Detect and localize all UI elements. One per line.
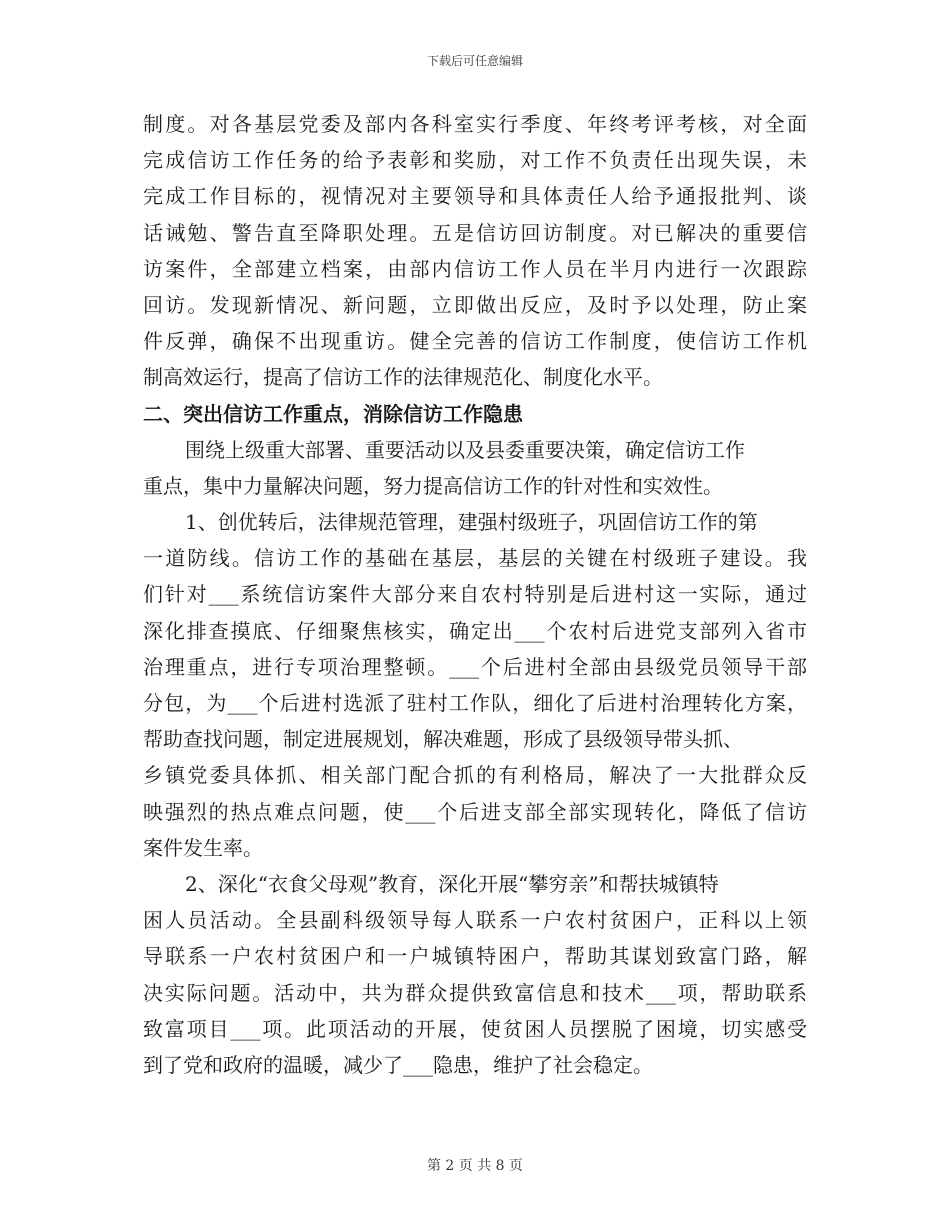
text-line: 治理重点，进行专项治理整顿。___个后进村全部由县级党员领导干部 bbox=[143, 654, 807, 679]
text-line: 困人员活动。全县副科级领导每人联系一户农村贫困户，正科以上领 bbox=[143, 908, 807, 933]
text-line: 致富项目___项。此项活动的开展，使贫困人员摆脱了困境，切实感受 bbox=[143, 1016, 807, 1041]
text-line: 完成工作目标的，视情况对主要领导和具体责任人给予通报批判、谈 bbox=[143, 184, 807, 209]
text-line: 话诫勉、警告直至降职处理。五是信访回访制度。对已解决的重要信 bbox=[143, 220, 807, 245]
text-line: 重点，集中力量解决问题，努力提高信访工作的针对性和实效性。 bbox=[143, 473, 723, 498]
page-number-footer: 第 2 页 共 8 页 bbox=[426, 1158, 524, 1174]
text-line: 制度。对各基层党委及部内各科室实行季度、年终考评考核，对全面 bbox=[143, 112, 807, 136]
text-line: 深化排查摸底、仔细聚焦核实，确定出___个农村后进党支部列入省市 bbox=[143, 618, 807, 643]
text-line: 决实际问题。活动中，共为群众提供致富信息和技术___项，帮助联系 bbox=[143, 980, 807, 1005]
text-line: 1、创优转后，法律规范管理，建强村级班子，巩固信访工作的第 bbox=[185, 510, 758, 535]
text-line: 访案件，全部建立档案，由部内信访工作人员在半月内进行一次跟踪 bbox=[143, 256, 807, 281]
text-line: 2、深化“衣食父母观”教育，深化开展“攀穷亲”和帮扶城镇特 bbox=[185, 871, 719, 896]
text-line: 分包，为___个后进村选派了驻村工作队，细化了后进村治理转化方案， bbox=[143, 691, 807, 715]
text-line: 们针对___系统信访案件大部分来自农村特别是后进村这一实际，通过 bbox=[143, 582, 807, 607]
text-line: 完成信访工作任务的给予表彰和奖励，对工作不负责任出现失误，未 bbox=[143, 148, 807, 173]
text-line: 围绕上级重大部署、重要活动以及县委重要决策，确定信访工作 bbox=[185, 437, 745, 462]
section-heading: 二、突出信访工作重点，消除信访工作隐患 bbox=[143, 401, 523, 426]
text-line: 到了党和政府的温暖，减少了___隐患，维护了社会稳定。 bbox=[143, 1052, 653, 1077]
text-line: 导联系一户农村贫困户和一户城镇特困户，帮助其谋划致富门路，解 bbox=[143, 944, 807, 969]
page-header-note: 下载后可任意编辑 bbox=[426, 54, 523, 68]
text-line: 映强烈的热点难点问题，使___个后进支部全部实现转化，降低了信访 bbox=[143, 799, 807, 824]
text-line: 乡镇党委具体抓、相关部门配合抓的有利格局，解决了一大批群众反 bbox=[143, 763, 807, 788]
text-line: 案件发生率。 bbox=[143, 835, 263, 860]
document-body bbox=[143, 106, 807, 1083]
text-line: 制高效运行，提高了信访工作的法律规范化、制度化水平。 bbox=[143, 365, 663, 390]
text-line: 帮助查找问题，制定进展规划，解决难题，形成了县级领导带头抓、 bbox=[143, 727, 743, 752]
text-line: 件反弹，确保不出现重访。健全完善的信访工作制度，使信访工作机 bbox=[143, 329, 807, 354]
text-line: 回访。发现新情况、新问题，立即做出反应，及时予以处理，防止案 bbox=[143, 292, 807, 317]
text-line: 一道防线。信访工作的基础在基层，基层的关键在村级班子建设。我 bbox=[143, 546, 807, 571]
